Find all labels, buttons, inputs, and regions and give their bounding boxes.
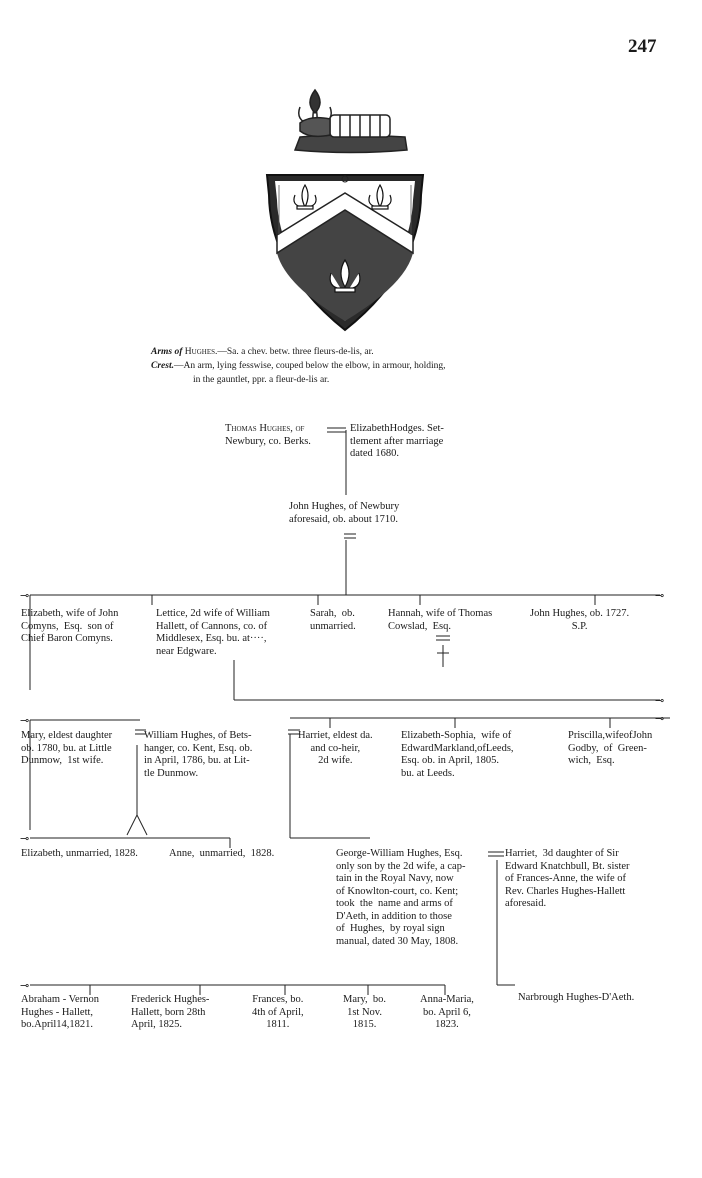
arms-label: Arms of (151, 347, 183, 357)
elizabeth-comyns: Elizabeth, wife of John Comyns, Esq. son of Chief Baron Comyns. (21, 608, 119, 644)
abraham-vernon: Abraham - Vernon Hughes - Hallett, bo.April14,1821. (21, 994, 99, 1030)
harriet-second-wife: Harriet, eldest da. and co-heir, 2d wife. (298, 730, 373, 766)
thomas-hughes: Thomas Hughes, of Newbury, co. Berks. (225, 423, 311, 447)
hannah-cowslad: Hannah, wife of Thomas Cowslad, Esq. (388, 608, 493, 632)
harriet-knatchbull: Harriet, 3d daughter of Sir Edward Knatchbull, Bt. sister of Frances-Anne, the wife of Rev. Charles Hughes-Hallett aforesaid. (505, 848, 630, 909)
mary-1815: Mary, bo. 1st Nov. 1815. (343, 994, 387, 1030)
john-hughes-1727: John Hughes, ob. 1727. S.P. (530, 608, 630, 632)
elizabeth-sophia-markland: Elizabeth-Sophia, wife of EdwardMarkland,ofLeeds, Esq. ob. in April, 1805. bu. at Leeds. (401, 730, 514, 779)
svg-text:⊸: ⊸ (20, 979, 30, 992)
john-hughes-newbury: John Hughes, of Newbury aforesaid, ob. about 1710. (289, 501, 400, 525)
anna-maria: Anna-Maria, bo. April 6, 1823. (420, 994, 474, 1030)
svg-text:⊸: ⊸ (655, 589, 665, 602)
william-hughes: William Hughes, of Bets- hanger, co. Kent, Esq. ob. in April, 1786, bu. at Lit- tle Dunmow. (144, 730, 253, 779)
sarah: Sarah, ob. unmarried. (310, 608, 356, 632)
mary-first-wife: Mary, eldest daughter ob. 1780, bu. at Little Dunmow, 1st wife. (21, 730, 113, 766)
crest-line1: —An arm, lying fesswise, couped below the elbow, in armour, holding, (173, 361, 446, 371)
narbrough-hughes-daeth: Narbrough Hughes-D'Aeth. (518, 992, 635, 1003)
frederick-hughes-hallett: Frederick Hughes- Hallett, born 28th April, 1825. (131, 994, 210, 1030)
george-william-hughes: George-William Hughes, Esq. only son by the 2d wife, a cap- tain in the Royal Navy, now of Knowlton-court, co. Kent; took the name and arms of D'Aeth, in addition to those of Hughes, by royal sign manual, dated 30 May, 1808. (336, 848, 466, 947)
priscilla-godby: Priscilla,wifeofJohn Godby, of Green- wich, Esq. (568, 730, 653, 766)
svg-text:⊸: ⊸ (655, 694, 665, 707)
page-number: 247 (628, 36, 657, 57)
svg-text:⊸: ⊸ (20, 714, 30, 727)
svg-text:⊸: ⊸ (20, 832, 30, 845)
svg-text:⊸: ⊸ (655, 712, 665, 725)
elizabeth-unmarried: Elizabeth, unmarried, 1828. (21, 848, 138, 859)
elizabeth-hodges: ElizabethHodges. Set- tlement after marriage dated 1680. (350, 423, 444, 459)
crest-line2: in the gauntlet, ppr. a fleur-de-lis ar. (193, 375, 330, 385)
arms-blazon: .—Sa. a chev. betw. three fleurs-de-lis, ar. (215, 347, 374, 357)
lettice-hallett: Lettice, 2d wife of William Hallett, of Cannons, co. of Middlesex, Esq. bu. at····, near Edgware. (156, 608, 270, 657)
anne-unmarried: Anne, unmarried, 1828. (169, 848, 275, 859)
arms-surname: Hughes (184, 347, 215, 357)
frances: Frances, bo. 4th of April, 1811. (252, 994, 304, 1030)
crest-label: Crest. (151, 361, 174, 371)
svg-text:⊸: ⊸ (20, 589, 30, 602)
